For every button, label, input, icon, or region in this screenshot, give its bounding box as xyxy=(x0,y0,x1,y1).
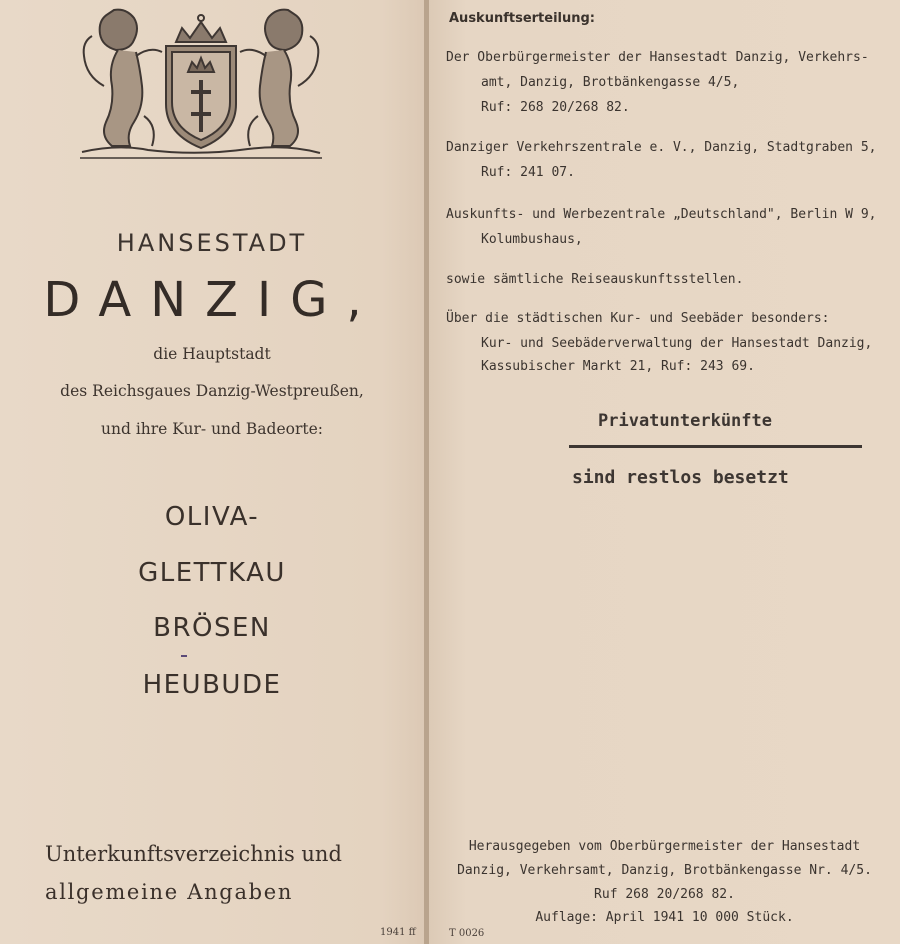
left-footer-line-1: Unterkunftsverzeichnis und xyxy=(45,842,342,866)
subtitle-line-2: des Reichsgaues Danzig-Westpreußen, xyxy=(60,382,364,400)
entry-5-line-2: Kur- und Seebäderverwaltung der Hansestadt Danzig, xyxy=(481,336,873,351)
entry-3-line-1: Auskunfts- und Werbezentrale „Deutschland", Berlin W 9, xyxy=(446,207,877,222)
title-danzig: DANZIG, xyxy=(43,272,381,328)
ink-mark xyxy=(181,655,187,657)
subtitle-line-1: die Hauptstadt xyxy=(153,345,271,363)
right-footer-line-2: Danzig, Verkehrsamt, Danzig, Brotbänkengasse Nr. 4/5. xyxy=(457,863,872,878)
stamp-besetzt: sind restlos besetzt xyxy=(572,467,789,488)
left-footer-line-2: allgemeine Angaben xyxy=(45,880,294,904)
entry-2-line-2: Ruf: 241 07. xyxy=(481,165,575,180)
entry-1-line-3: Ruf: 268 20/268 82. xyxy=(481,100,630,115)
entry-2-line-1: Danziger Verkehrszentrale e. V., Danzig, Stadtgraben 5, xyxy=(446,140,877,155)
entry-1-line-1: Der Oberbürgermeister der Hansestadt Danzig, Verkehrs- xyxy=(446,50,869,65)
subtitle-line-3: und ihre Kur- und Badeorte: xyxy=(101,420,323,438)
year-mark: 1941 ff xyxy=(380,927,416,938)
info-heading: Auskunftserteilung: xyxy=(449,11,596,26)
right-footer-line-1: Herausgegeben vom Oberbürgermeister der Hansestadt xyxy=(468,839,861,854)
place-glettkau: GLETTKAU xyxy=(138,558,286,588)
place-heubude: HEUBUDE xyxy=(142,670,282,700)
stamp-underline xyxy=(569,445,862,448)
place-broesen: BRÖSEN xyxy=(153,613,271,643)
entry-1-line-2: amt, Danzig, Brotbänkengasse 4/5, xyxy=(481,75,740,90)
stamp-privatunterkuenfte: Privatunterkünfte xyxy=(598,411,772,431)
print-code: T 0026 xyxy=(449,928,485,939)
danzig-coat-of-arms-icon xyxy=(78,6,324,168)
entry-3-line-2: Kolumbushaus, xyxy=(481,232,583,247)
entry-4-line-1: sowie sämtliche Reiseauskunftsstellen. xyxy=(446,272,744,287)
title-hansestadt: HANSESTADT xyxy=(116,229,308,257)
entry-5-line-3: Kassubischer Markt 21, Ruf: 243 69. xyxy=(481,359,755,374)
place-oliva: OLIVA- xyxy=(164,502,260,532)
right-footer-line-3: Ruf 268 20/268 82. xyxy=(594,887,735,902)
entry-5-line-1: Über die städtischen Kur- und Seebäder besonders: xyxy=(446,311,830,326)
right-footer-line-4: Auflage: April 1941 10 000 Stück. xyxy=(535,910,794,925)
